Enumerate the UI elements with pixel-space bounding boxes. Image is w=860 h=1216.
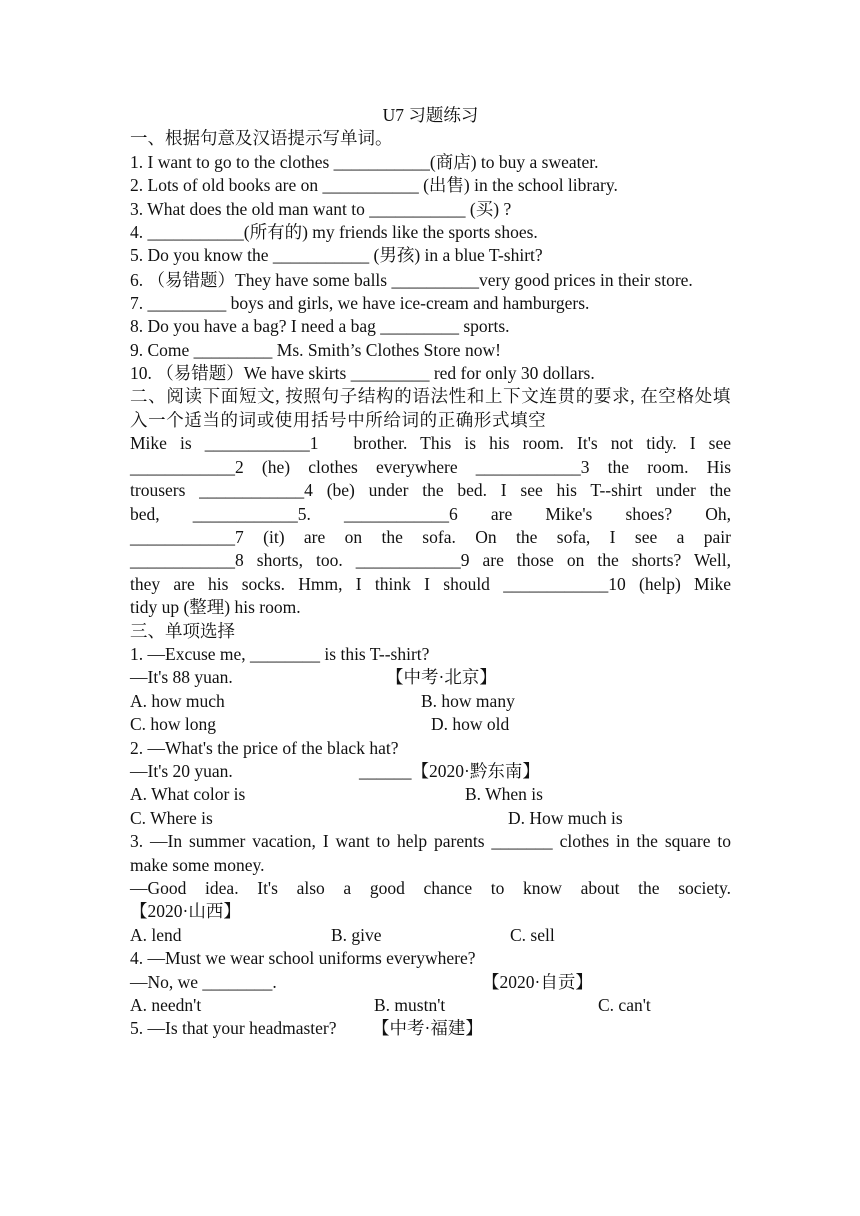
q5-stem: 5. —Is that your headmaster? — [130, 1018, 337, 1039]
q1-option-a: A. how much — [130, 690, 225, 711]
s1-item-6: 6. （易错题）They have some balls __________very good prices in their store. — [130, 269, 693, 290]
s1-item-7: 7. _________ boys and girls, we have ice-cream and hamburgers. — [130, 292, 590, 313]
question-3 — [130, 830, 731, 947]
passage-line-1: Mike is ____________1 brother. This is his room. It's not tidy. I see — [130, 433, 731, 454]
q2-options-row-1 — [130, 783, 731, 806]
worksheet-page — [130, 104, 731, 1041]
q1-option-b: B. how many — [421, 690, 515, 711]
passage-line-5: ____________7 (it) are on the sofa. On the sofa, I see a pair — [130, 526, 731, 547]
q2-option-d: D. How much is — [508, 807, 623, 828]
q3-answer: —Good idea. It's also a good chance to know about the society. — [130, 877, 731, 898]
q2-option-b: B. When is — [465, 784, 543, 805]
s1-item-10: 10. （易错题）We have skirts _________ red for only 30 dollars. — [130, 363, 595, 384]
q3-stem: 3. —In summer vacation, I want to help parents _______ clothes in the square to make some money. — [130, 831, 731, 875]
q5-source: 【中考·福建】 — [372, 1018, 483, 1039]
q2-source: ______【2020·黔东南】 — [359, 760, 540, 781]
s1-item-8: 8. Do you have a bag? I need a bag _________ sports. — [130, 316, 510, 337]
s1-item-2: 2. Lots of old books are on ___________ (出售) in the school library. — [130, 175, 618, 196]
section-2-heading: 二、阅读下面短文, 按照句子结构的语法性和上下文连贯的要求, 在空格处填入一个适当的词或使用括号中所给词的正确形式填空 — [130, 386, 731, 430]
s1-item-1: 1. I want to go to the clothes ___________(商店) to buy a sweater. — [130, 151, 599, 172]
section-3-heading: 三、单项选择 — [130, 620, 235, 641]
q2-option-a: A. What color is — [130, 784, 246, 805]
question-4 — [130, 947, 731, 1017]
section-1-heading: 一、根据句意及汉语提示写单词。 — [130, 128, 393, 149]
q2-stem: 2. —What's the price of the black hat? — [130, 737, 399, 758]
q3-source: 【2020·山西】 — [130, 901, 241, 922]
section-1 — [130, 127, 731, 385]
question-2 — [130, 737, 731, 831]
q1-answer-row — [130, 666, 731, 689]
passage-line-8: tidy up (整理) his room. — [130, 597, 301, 618]
question-5 — [130, 1017, 731, 1040]
s1-item-9: 9. Come _________ Ms. Smith’s Clothes Store now! — [130, 339, 501, 360]
q1-source: 【中考·北京】 — [386, 667, 497, 688]
q1-stem: 1. —Excuse me, ________ is this T--shirt? — [130, 643, 430, 664]
section-3 — [130, 620, 731, 1041]
s1-item-4: 4. ___________(所有的) my friends like the sports shoes. — [130, 222, 538, 243]
question-1 — [130, 643, 731, 737]
q4-answer-row — [130, 971, 731, 994]
q3-option-a: A. lend — [130, 924, 182, 945]
q1-answer: —It's 88 yuan. — [130, 667, 233, 688]
passage-line-6: ____________8 shorts, too. ____________9 are those on the shorts? Well, — [130, 550, 731, 571]
q4-answer: —No, we ________. — [130, 971, 277, 992]
q3-option-b: B. give — [331, 924, 382, 945]
passage-line-4: bed, ____________5. ____________6 are Mike's shoes? Oh, — [130, 503, 731, 524]
q3-options-row — [130, 924, 731, 947]
q4-stem: 4. —Must we wear school uniforms everywhere? — [130, 948, 476, 969]
q1-option-d: D. how old — [431, 714, 510, 735]
passage-line-3: trousers ____________4 (be) under the bed. I see his T--shirt under the — [130, 480, 731, 501]
q4-option-a: A. needn't — [130, 994, 202, 1015]
q1-options-row-1 — [130, 690, 731, 713]
page-title: U7 习题练习 — [382, 105, 479, 125]
q2-answer-row — [130, 760, 731, 783]
q2-option-c: C. Where is — [130, 807, 213, 828]
passage-line-7: they are his socks. Hmm, I think I should ____________10 (help) Mike — [130, 573, 731, 594]
q2-answer: —It's 20 yuan. — [130, 760, 233, 781]
passage-line-2: ____________2 (he) clothes everywhere ____________3 the room. His — [130, 456, 731, 477]
q5-stem-row — [130, 1017, 731, 1040]
s1-item-3: 3. What does the old man want to ___________ (买) ? — [130, 198, 512, 219]
q4-option-c: C. can't — [598, 994, 651, 1015]
q1-option-c: C. how long — [130, 714, 217, 735]
q4-options-row — [130, 994, 731, 1017]
q4-option-b: B. mustn't — [374, 994, 446, 1015]
q1-options-row-2 — [130, 713, 731, 736]
q4-source: 【2020·自贡】 — [482, 971, 593, 992]
q2-options-row-2 — [130, 807, 731, 830]
s1-item-5: 5. Do you know the ___________ (男孩) in a blue T-shirt? — [130, 245, 543, 266]
q3-option-c: C. sell — [510, 924, 555, 945]
section-2 — [130, 385, 731, 619]
